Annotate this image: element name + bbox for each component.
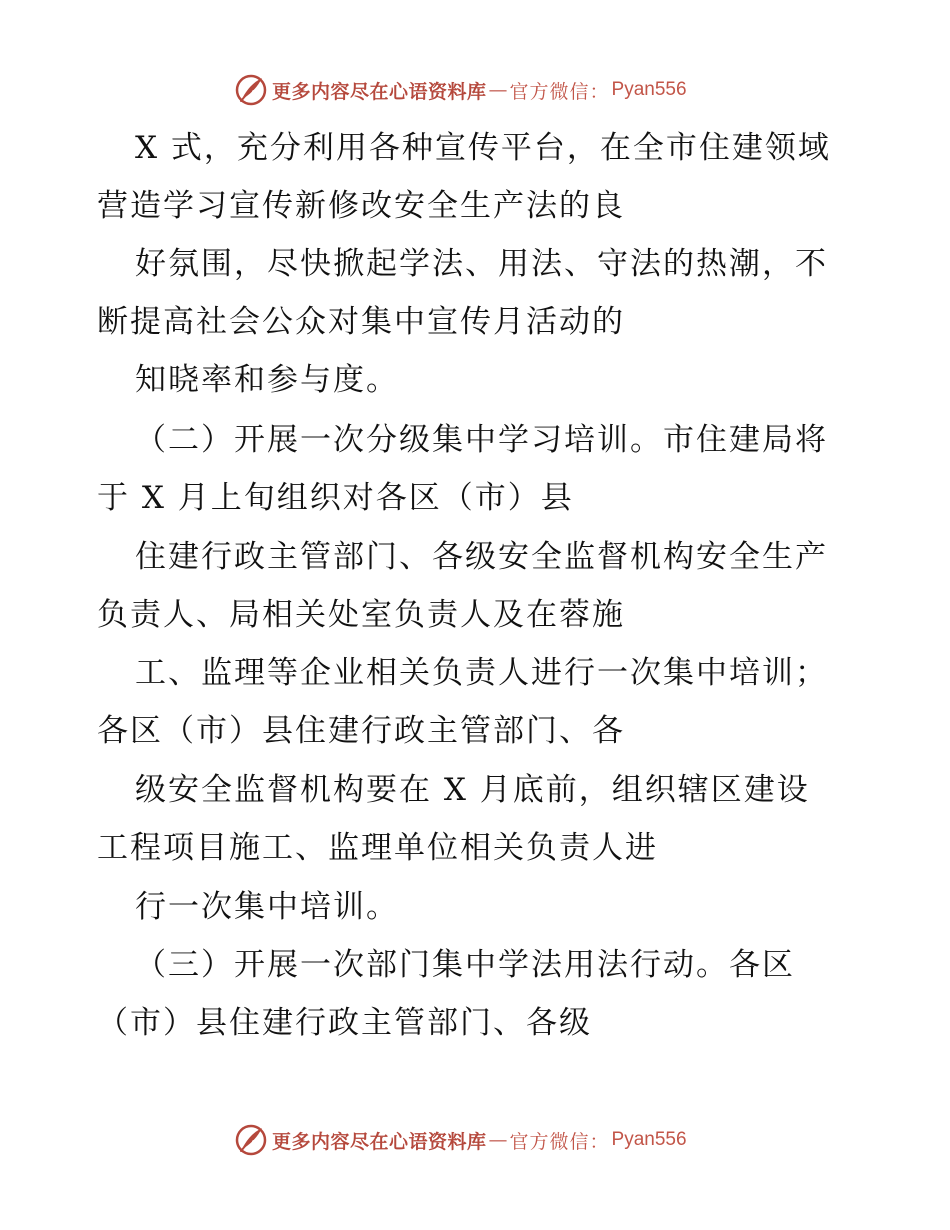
text-line: 营造学习宣传新修改安全生产法的良 (97, 188, 625, 224)
quill-pen-logo-icon (234, 1123, 268, 1157)
watermark-wechat-id: Pyan556 (611, 1129, 687, 1150)
text-line: X 式，充分利用各种宣传平台，在全市住建领域 (135, 130, 831, 166)
text-line: 知晓率和参与度。 (135, 362, 399, 398)
text-line: 于 X 月上旬组织对各区（市）县 (97, 480, 574, 516)
text-line: 工、监理等企业相关负责人进行一次集中培训； (135, 655, 828, 691)
watermark-main-text: 更多内容尽在心语资料库 (272, 80, 487, 103)
text-line: （市）县住建行政主管部门、各级 (97, 1005, 592, 1041)
text-line: 好氛围，尽快掀起学法、用法、守法的热潮，不 (135, 246, 828, 282)
text-line: 住建行政主管部门、各级安全监督机构安全生产 (135, 539, 828, 575)
watermark-wechat-id: Pyan556 (611, 79, 687, 100)
text-line: 断提高社会公众对集中宣传月活动的 (97, 304, 625, 340)
text-line: 行一次集中培训。 (135, 889, 399, 925)
watermark-wechat-label: 官方微信： (509, 80, 610, 103)
text-line: 负责人、局相关处室负责人及在蓉施 (97, 597, 625, 633)
text-line: （二）开展一次分级集中学习培训。市住建局将 (135, 422, 828, 458)
text-line: （三）开展一次部门集中学法用法行动。各区 (135, 947, 795, 983)
watermark-separator: — (488, 1129, 508, 1151)
watermark-main-text: 更多内容尽在心语资料库 (272, 1130, 487, 1153)
text-line: 工程项目施工、监理单位相关负责人进 (97, 830, 658, 866)
text-line: 级安全监督机构要在 X 月底前，组织辖区建设 (135, 772, 810, 808)
quill-pen-logo-icon (234, 73, 268, 107)
footer-watermark (234, 1122, 714, 1158)
header-watermark (234, 72, 714, 108)
watermark-separator: — (488, 79, 508, 101)
text-line: 各区（市）县住建行政主管部门、各 (97, 713, 625, 749)
watermark-wechat-label: 官方微信： (509, 1130, 610, 1153)
